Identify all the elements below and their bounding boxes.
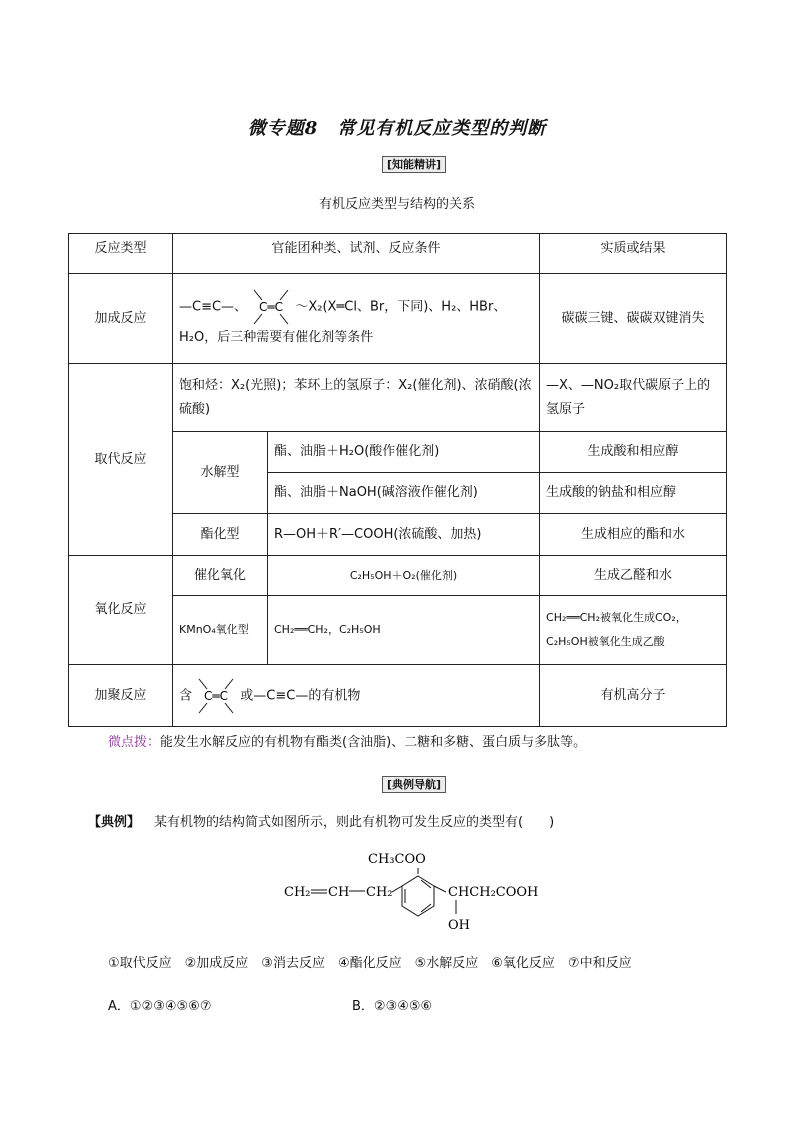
page-title: 微专题8 常见有机反应类型的判断 <box>247 118 547 139</box>
allyl-ch2-right-label: CH₂ <box>366 885 393 900</box>
header-conditions: 官能团种类、试剂、反应条件 <box>173 234 540 274</box>
kmno4-result-line1: CH₂══CH₂被氧化生成CO₂， <box>546 611 687 624</box>
hydrolysis-label-cell: 水解型 <box>173 432 268 514</box>
esterification-result: 生成相应的酯和水 <box>540 514 727 556</box>
hydrolysis-acid-result: 生成酸和相应醇 <box>540 432 727 473</box>
table-row-catalytic-oxidation <box>69 556 727 596</box>
double-bond-bonds-icon <box>251 288 291 326</box>
example-bracket-label: 【典例】 <box>88 815 141 830</box>
kmno4-oxidation-condition: CH₂══CH₂，C₂H₅OH <box>268 596 540 665</box>
addition-type-cell: 加成反应 <box>69 274 173 364</box>
substitution-general-result: —X、—NO₂取代碳原子上的氢原子 <box>540 364 727 432</box>
oxidation-type-cell: 氧化反应 <box>69 556 173 665</box>
tip-text: 能发生水解反应的有机物有酯类(含油脂)、二糖和多糖、蛋白质与多肽等。 <box>160 735 587 750</box>
side-chain-label: CHCH₂COOH <box>448 885 539 900</box>
addition-reagents-text: ～X₂(X═Cl、Br，下同)、H₂、HBr、 <box>295 299 507 314</box>
choice-b[interactable]: B．②③④⑤⑥ <box>352 999 433 1014</box>
addition-condition-cell <box>173 274 540 364</box>
reaction-type-table <box>68 233 727 727</box>
alkyne-group-text: —C≡C—、 <box>179 299 248 314</box>
polymerization-type-cell: 加聚反应 <box>69 665 173 727</box>
header-reaction-type: 反应类型 <box>69 234 173 274</box>
reaction-options-list: ①取代反应 ②加成反应 ③消去反应 ④酯化反应 ⑤水解反应 ⑥氧化反应 ⑦中和反应 <box>108 956 632 971</box>
hydrolysis-acid-condition: 酯、油脂＋H₂O(酸作催化剂) <box>268 432 540 473</box>
benzene-ring <box>402 876 434 916</box>
polymerization-result-cell: 有机高分子 <box>540 665 727 727</box>
kmno4-oxidation-result <box>540 596 727 665</box>
addition-condition-line2: H₂O，后三种需要有催化剂等条件 <box>179 329 374 345</box>
section-tag-knowledge: [知能精讲] <box>382 156 446 173</box>
acetate-group-label: CH₃COO <box>368 852 426 867</box>
double-bond-text: C═C <box>204 688 229 703</box>
addition-result-cell: 碳碳三键、碳碳双键消失 <box>540 274 727 364</box>
esterification-label-cell: 酯化型 <box>173 514 268 556</box>
catalytic-oxidation-label: 催化氧化 <box>173 556 268 596</box>
kmno4-oxidation-label: KMnO₄氧化型 <box>173 596 268 665</box>
example-question-text: 某有机物的结构简式如图所示，则此有机物可发生反应的类型有( ) <box>154 815 555 830</box>
substitution-type-cell: 取代反应 <box>69 364 173 556</box>
polymerization-suffix-text: 或—C≡C—的有机物 <box>240 688 361 703</box>
table-caption: 有机反应类型与结构的关系 <box>318 197 475 212</box>
hydroxyl-label: OH <box>448 918 470 933</box>
table-row-addition <box>69 274 727 364</box>
allyl-ch-label: CH <box>328 885 350 900</box>
catalytic-oxidation-result: 生成乙醛和水 <box>540 556 727 596</box>
table-row-polymerization <box>69 665 727 727</box>
catalytic-oxidation-condition: C₂H₅OH＋O₂(催化剂) <box>268 556 540 596</box>
tip-label: 微点拨： <box>108 735 161 750</box>
hydrolysis-base-condition: 酯、油脂＋NaOH(碱溶液作催化剂) <box>268 473 540 514</box>
table-header-row <box>69 234 727 274</box>
double-bond-bonds-icon <box>196 677 236 715</box>
polymerization-condition-cell <box>173 665 540 727</box>
ring-attach-bond-right <box>434 886 446 892</box>
example-question <box>88 811 554 830</box>
header-result: 实质或结果 <box>540 234 727 274</box>
double-bond-text: C═C <box>259 299 284 314</box>
substitution-general-condition: 饱和烃：X₂(光照)；苯环上的氢原子：X₂(催化剂)、浓硝酸(浓硫酸) <box>173 364 540 432</box>
choice-a[interactable]: A．①②③④⑤⑥⑦ <box>108 999 212 1014</box>
section-tag-example: [典例导航] <box>382 776 446 793</box>
polymerization-prefix-text: 含 <box>179 688 193 703</box>
tip-paragraph <box>108 731 586 750</box>
esterification-condition: R—OH＋R′—COOH(浓硫酸、加热) <box>268 514 540 556</box>
kmno4-result-line2: C₂H₅OH被氧化生成乙酸 <box>546 635 665 648</box>
structural-formula-diagram <box>280 848 550 938</box>
table-row-substitution-general <box>69 364 727 432</box>
ring-attach-bond-left <box>392 886 402 892</box>
hydrolysis-base-result: 生成酸的钠盐和相应醇 <box>540 473 727 514</box>
allyl-ch2-left-label: CH₂ <box>284 885 311 900</box>
